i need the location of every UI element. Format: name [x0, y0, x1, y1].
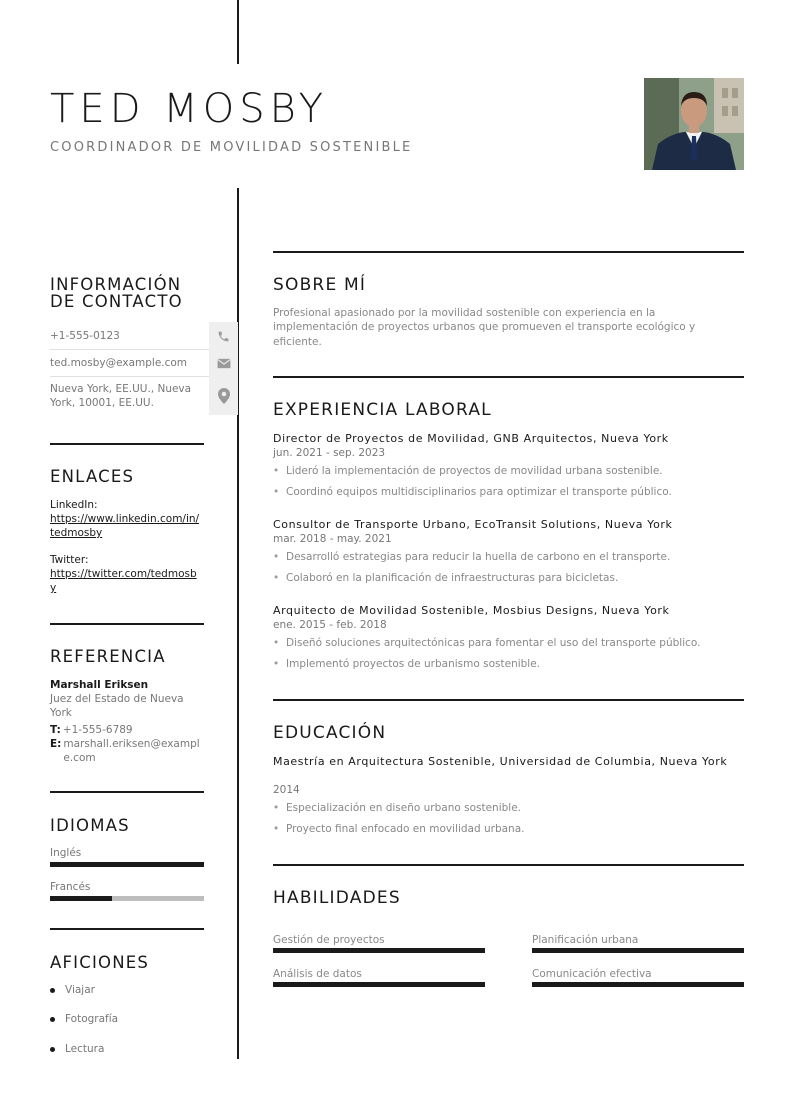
- section-divider: [273, 864, 744, 866]
- sidebar-divider: [50, 791, 204, 793]
- phone-icon: [209, 322, 238, 350]
- skill-level-bar: [532, 948, 744, 953]
- job-title: Director de Proyectos de Movilidad, GNB Arquitectos, Nueva York: [273, 432, 669, 445]
- language-label: Inglés: [50, 847, 82, 859]
- language-label: Francés: [50, 881, 91, 893]
- hobby-item: Viajar: [50, 984, 95, 996]
- education-section-title: EDUCACIÓN: [273, 723, 387, 743]
- contact-email[interactable]: ted.mosby@example.com: [50, 357, 188, 369]
- hobbies-section-title: AFICIONES: [50, 953, 150, 972]
- language-level-fill: [50, 862, 204, 867]
- skill-level-fill: [273, 982, 485, 987]
- reference-phone[interactable]: +1-555-6789: [62, 724, 133, 736]
- about-text: Profesional apasionado por la movilidad sostenible con experiencia en la implementación de proyectos urbanos que promueven el transporte ecológico y eficiente.: [273, 307, 696, 348]
- job-bullet: • Coordinó equipos multidisciplinarios para optimizar el transporte público.: [273, 486, 672, 498]
- sidebar-divider: [50, 928, 204, 930]
- skills-section-title: HABILIDADES: [273, 888, 401, 908]
- reference-email-line: [50, 737, 207, 765]
- degree-title: Maestría en Arquitectura Sostenible, Universidad de Columbia, Nueva York: [273, 755, 728, 768]
- reference-section-title: REFERENCIA: [50, 647, 166, 666]
- header-divider-line: [237, 0, 239, 64]
- hobby-item: Fotografía: [50, 1013, 118, 1025]
- sidebar-divider: [50, 623, 204, 625]
- job-date: ene. 2015 - feb. 2018: [273, 619, 387, 631]
- contact-phone-row: [50, 322, 238, 350]
- twitter-link[interactable]: https://twitter.com/tedmosby: [50, 568, 197, 594]
- skill-label: Comunicación efectiva: [532, 968, 652, 980]
- mail-icon: [209, 350, 238, 377]
- candidate-name: TED MOSBY: [50, 86, 329, 132]
- section-divider: [273, 251, 744, 253]
- skill-level-bar: [273, 982, 485, 987]
- education-bullet: • Proyecto final enfocado en movilidad urbana.: [273, 823, 524, 835]
- skill-level-bar: [273, 948, 485, 953]
- sidebar-divider: [50, 443, 204, 445]
- column-divider-line: [237, 188, 239, 1059]
- linkedin-link[interactable]: https://www.linkedin.com/in/tedmosby: [50, 513, 200, 539]
- candidate-role: COORDINADOR DE MOVILIDAD SOSTENIBLE: [50, 140, 413, 155]
- bullet-dot-icon: [50, 988, 55, 993]
- bullet-dot-icon: [50, 1017, 55, 1022]
- contact-email-row: [50, 350, 238, 377]
- contact-section-title: INFORMACIÓN DE CONTACTO: [50, 275, 183, 311]
- skill-level-bar: [532, 982, 744, 987]
- skill-level-fill: [532, 948, 744, 953]
- contact-address: Nueva York, EE.UU., Nueva York, 10001, EE.UU.: [50, 383, 192, 409]
- reference-email-label: E:: [50, 738, 62, 750]
- job-bullet: • Implementó proyectos de urbanismo sostenible.: [273, 658, 540, 670]
- hobby-item: Lectura: [50, 1043, 104, 1055]
- language-level-bar: [50, 862, 204, 867]
- links-section-title: ENLACES: [50, 467, 135, 486]
- reference-role: Juez del Estado de Nueva York: [50, 693, 184, 719]
- job-bullet: • Diseñó soluciones arquitectónicas para fomentar el uso del transporte público.: [273, 637, 700, 649]
- language-level-fill: [50, 896, 112, 901]
- reference-name: Marshall Eriksen: [50, 679, 149, 691]
- skill-level-fill: [532, 982, 744, 987]
- experience-section-title: EXPERIENCIA LABORAL: [273, 400, 492, 420]
- job-date: mar. 2018 - may. 2021: [273, 533, 392, 545]
- twitter-label: Twitter:: [50, 554, 89, 566]
- skill-label: Análisis de datos: [273, 968, 362, 980]
- skill-label: Gestión de proyectos: [273, 934, 385, 946]
- reference-phone-label: T:: [50, 724, 61, 736]
- skill-label: Planificación urbana: [532, 934, 639, 946]
- education-bullet: • Especialización en diseño urbano sostenible.: [273, 802, 521, 814]
- job-bullet: • Colaboró en la planificación de infraestructuras para bicicletas.: [273, 572, 618, 584]
- bullet-dot-icon: [50, 1047, 55, 1052]
- job-date: jun. 2021 - sep. 2023: [273, 447, 386, 459]
- job-bullet: • Lideró la implementación de proyectos de movilidad urbana sostenible.: [273, 465, 663, 477]
- section-divider: [273, 699, 744, 701]
- degree-date: 2014: [273, 784, 300, 796]
- skill-level-fill: [273, 948, 485, 953]
- reference-phone-line: [50, 723, 207, 737]
- profile-photo: [644, 78, 744, 170]
- job-title: Arquitecto de Movilidad Sostenible, Mosbius Designs, Nueva York: [273, 604, 670, 617]
- section-divider: [273, 376, 744, 378]
- linkedin-label: LinkedIn:: [50, 499, 98, 511]
- language-level-bar: [50, 896, 204, 901]
- job-title: Consultor de Transporte Urbano, EcoTransit Solutions, Nueva York: [273, 518, 673, 531]
- contact-address-row: [50, 377, 238, 415]
- contact-phone[interactable]: +1-555-0123: [50, 330, 120, 342]
- about-section-title: SOBRE MÍ: [273, 275, 367, 295]
- languages-section-title: IDIOMAS: [50, 816, 130, 835]
- location-pin-icon: [209, 377, 238, 415]
- job-bullet: • Desarrolló estrategias para reducir la huella de carbono en el transporte.: [273, 551, 670, 563]
- reference-email[interactable]: marshall.eriksen@example.com: [63, 738, 200, 764]
